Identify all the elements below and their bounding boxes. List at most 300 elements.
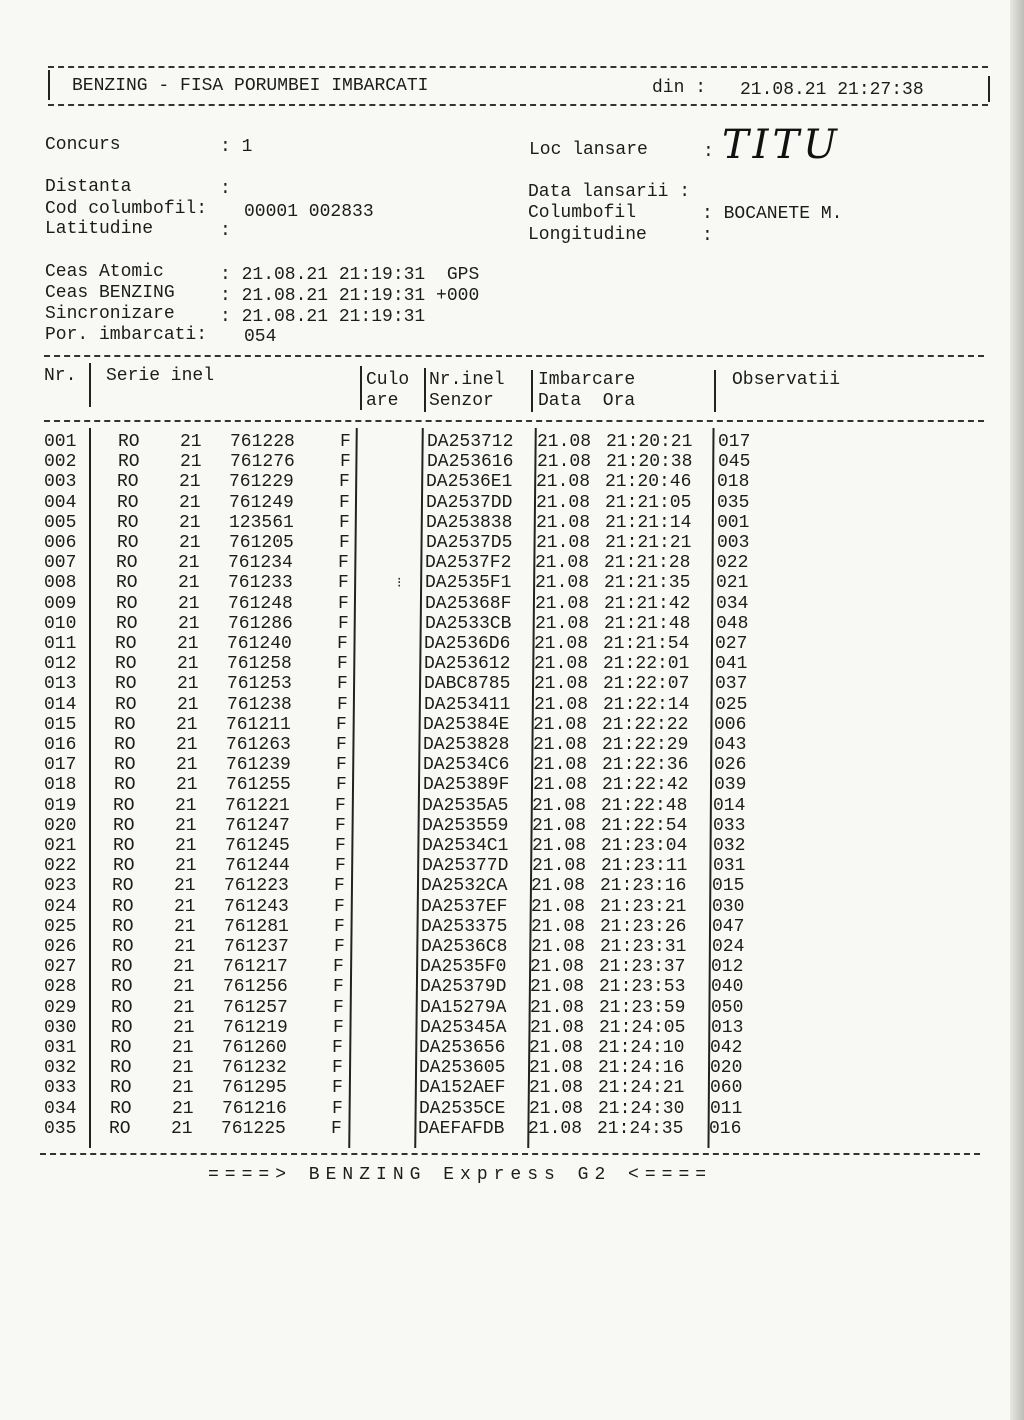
row-time: 21:20:46 (605, 472, 692, 493)
row-sensor: DA2536D6 (424, 634, 511, 654)
row-sensor: DA25368F (425, 593, 512, 614)
table-row (0, 1099, 1000, 1119)
row-time: 21:22:29 (602, 735, 689, 755)
row-country: RO (111, 957, 133, 978)
columbofil-label: Columbofil (528, 203, 637, 223)
row-date: 21.08 (534, 694, 589, 715)
row-sensor: DA2537EF (421, 896, 508, 917)
row-country: RO (113, 815, 135, 836)
concurs-label: Concurs (45, 135, 121, 155)
row-ring-number: 761238 (227, 694, 292, 715)
row-observation: 041 (715, 654, 748, 675)
row-time: 21:21:48 (604, 613, 691, 634)
table-row (0, 674, 1000, 694)
row-country: RO (113, 795, 135, 816)
row-time: 21:21:54 (603, 634, 690, 654)
row-sensor: DA253838 (426, 512, 513, 533)
row-country: RO (112, 916, 134, 937)
row-nr: 019 (44, 795, 77, 816)
row-date: 21.08 (536, 512, 591, 533)
row-country: RO (114, 714, 136, 735)
row-sex: F (336, 775, 347, 796)
row-sex: F (334, 937, 345, 957)
row-year: 21 (180, 452, 202, 473)
row-sex: F (337, 694, 348, 715)
row-country: RO (111, 977, 133, 998)
table-header-top-rule (44, 355, 984, 357)
row-time: 21:24:35 (597, 1118, 684, 1139)
row-sex: F (334, 896, 345, 917)
row-ring-number: 761205 (229, 533, 294, 553)
table-row (0, 533, 1000, 553)
row-observation: 012 (711, 957, 744, 978)
row-sex: F (332, 1078, 343, 1099)
row-observation: 011 (710, 1098, 743, 1119)
row-time: 21:23:53 (599, 977, 686, 998)
row-observation: 031 (713, 856, 746, 877)
ceas-benzing-value: : 21.08.21 21:19:31 +000 (220, 286, 480, 306)
row-year: 21 (172, 1038, 194, 1058)
row-observation: 035 (717, 492, 750, 513)
row-observation: 033 (713, 815, 746, 836)
row-sex: F (336, 735, 347, 755)
row-nr: 011 (44, 634, 77, 654)
row-date: 21.08 (530, 957, 585, 978)
row-sensor: DA253828 (423, 735, 510, 755)
row-nr: 006 (44, 533, 77, 553)
table-row (0, 493, 1000, 513)
row-sensor: DA253712 (427, 432, 514, 452)
row-time: 21:22:07 (603, 674, 690, 695)
row-observation: 017 (718, 432, 751, 452)
col-divider-senzor (531, 370, 533, 412)
loc-lansare-handwritten: TITU (722, 122, 841, 168)
row-ring-number: 761223 (224, 876, 289, 897)
row-year: 21 (179, 512, 201, 533)
row-nr: 034 (44, 1098, 77, 1119)
row-nr: 001 (44, 432, 77, 452)
row-country: RO (113, 836, 135, 856)
table-row (0, 1038, 1000, 1058)
row-observation: 039 (714, 775, 747, 796)
row-date: 21.08 (537, 432, 592, 452)
row-observation: 047 (712, 916, 745, 937)
row-nr: 003 (44, 472, 77, 493)
row-date: 21.08 (535, 553, 590, 574)
sincronizare-label: Sincronizare (45, 304, 175, 324)
row-time: 21:21:28 (604, 553, 691, 574)
table-row (0, 1119, 1000, 1139)
row-sex: F (332, 1058, 343, 1079)
row-ring-number: 761243 (224, 896, 289, 917)
row-time: 21:21:21 (605, 533, 692, 553)
table-row (0, 735, 1000, 755)
table-row (0, 654, 1000, 674)
row-observation: 015 (712, 876, 745, 897)
row-date: 21.08 (536, 533, 591, 553)
row-year: 21 (178, 593, 200, 614)
row-year: 21 (176, 775, 198, 796)
row-country: RO (115, 654, 137, 675)
row-time: 21:21:35 (604, 573, 691, 594)
columbofil-value: : BOCANETE M. (702, 204, 843, 224)
row-observation: 045 (718, 452, 751, 473)
row-year: 21 (176, 755, 198, 776)
row-date: 21.08 (529, 1038, 584, 1058)
row-sex: F (340, 432, 351, 452)
table-row (0, 1018, 1000, 1038)
table-row (0, 432, 1000, 452)
row-date: 21.08 (535, 573, 590, 594)
row-ring-number: 761233 (228, 573, 293, 594)
row-sensor: DA2535CE (419, 1098, 506, 1119)
row-observation: 042 (710, 1038, 743, 1058)
row-nr: 008 (44, 573, 77, 594)
row-nr: 029 (44, 997, 77, 1018)
table-row (0, 816, 1000, 836)
distanta-label: Distanta (45, 177, 132, 197)
row-date: 21.08 (533, 775, 588, 796)
row-year: 21 (179, 533, 201, 553)
row-time: 21:22:22 (602, 714, 689, 735)
row-year: 21 (171, 1118, 193, 1139)
row-year: 21 (172, 1058, 194, 1079)
row-observation: 018 (717, 472, 750, 493)
row-country: RO (114, 735, 136, 755)
row-country: RO (116, 553, 138, 574)
row-date: 21.08 (536, 472, 591, 493)
row-date: 21.08 (532, 856, 587, 877)
row-observation: 020 (710, 1058, 743, 1079)
row-country: RO (117, 472, 139, 493)
row-time: 21:22:01 (603, 654, 690, 675)
row-sensor: DA2535F1 (425, 573, 512, 594)
row-nr: 015 (44, 714, 77, 735)
col-header-observatii: Observatii (732, 370, 841, 390)
row-observation: 013 (711, 1017, 744, 1038)
row-nr: 020 (44, 815, 77, 836)
row-sensor: DA253656 (419, 1038, 506, 1058)
row-ring-number: 761253 (227, 674, 292, 695)
row-sensor: DA253559 (422, 815, 509, 836)
row-date: 21.08 (536, 492, 591, 513)
row-sensor: DAEFAFDB (418, 1118, 505, 1139)
longitudine-value: : (702, 226, 713, 246)
row-sensor: DA2536E1 (426, 472, 513, 493)
col-header-nr-inel-1: Nr.inel (429, 370, 505, 390)
row-nr: 021 (44, 836, 77, 856)
row-nr: 030 (44, 1017, 77, 1038)
table-row (0, 755, 1000, 775)
row-observation: 043 (714, 735, 747, 755)
row-year: 21 (177, 634, 199, 654)
row-sex: F (335, 795, 346, 816)
row-date: 21.08 (531, 937, 586, 957)
row-time: 21:22:14 (603, 694, 690, 715)
table-row (0, 614, 1000, 634)
row-country: RO (111, 1017, 133, 1038)
row-observation: 016 (709, 1118, 742, 1139)
row-time: 21:22:54 (601, 815, 688, 836)
latitudine-value: : (220, 221, 231, 241)
row-date: 21.08 (535, 593, 590, 614)
row-ring-number: 761234 (228, 553, 293, 574)
row-sensor: DA152AEF (419, 1078, 506, 1099)
col-header-imbarcare-1: Imbarcare (538, 370, 636, 390)
row-country: RO (118, 432, 140, 452)
row-observation: 040 (711, 977, 744, 998)
row-time: 21:23:16 (600, 876, 687, 897)
row-sex: F (332, 1098, 343, 1119)
row-time: 21:24:16 (598, 1058, 685, 1079)
table-row (0, 452, 1000, 472)
row-ring-number: 761258 (227, 654, 292, 675)
row-nr: 026 (44, 937, 77, 957)
row-nr: 010 (44, 613, 77, 634)
row-ring-number: 761229 (229, 472, 294, 493)
row-nr: 005 (44, 512, 77, 533)
col-divider-culoare (424, 368, 426, 412)
row-sex: F (337, 634, 348, 654)
row-observation: 003 (717, 533, 750, 553)
row-ring-number: 123561 (229, 512, 294, 533)
row-nr: 002 (44, 452, 77, 473)
row-observation: 037 (715, 674, 748, 695)
header-bottom-rule (48, 104, 988, 106)
row-observation: 026 (714, 755, 747, 776)
row-sex: F (335, 856, 346, 877)
row-year: 21 (178, 613, 200, 634)
paper-edge-shadow (1010, 0, 1024, 1420)
row-sex: F (336, 755, 347, 776)
row-time: 21:20:21 (606, 432, 693, 452)
row-time: 21:22:48 (601, 795, 688, 816)
table-row (0, 594, 1000, 614)
row-year: 21 (174, 896, 196, 917)
row-date: 21.08 (532, 836, 587, 856)
table-row (0, 836, 1000, 856)
row-ring-number: 761249 (229, 492, 294, 513)
row-time: 21:24:21 (598, 1078, 685, 1099)
row-ring-number: 761255 (226, 775, 291, 796)
row-time: 21:20:38 (606, 452, 693, 473)
sincronizare-value: : 21.08.21 21:19:31 (220, 307, 426, 327)
row-sex: F (331, 1118, 342, 1139)
col-divider-nr (89, 363, 91, 407)
row-observation: 034 (716, 593, 749, 614)
header-right-border (988, 76, 990, 102)
row-time: 21:21:42 (604, 593, 691, 614)
row-nr: 028 (44, 977, 77, 998)
row-ring-number: 761281 (224, 916, 289, 937)
row-sex: F (339, 492, 350, 513)
row-country: RO (117, 533, 139, 553)
table-row (0, 917, 1000, 937)
row-ring-number: 761232 (222, 1058, 287, 1079)
document-title: BENZING - FISA PORUMBEI IMBARCATI (72, 76, 429, 96)
row-nr: 009 (44, 593, 77, 614)
row-country: RO (116, 613, 138, 634)
table-row (0, 796, 1000, 816)
row-country: RO (110, 1078, 132, 1099)
row-year: 21 (178, 553, 200, 574)
row-year: 21 (177, 654, 199, 675)
row-nr: 023 (44, 876, 77, 897)
loc-lansare-label: Loc lansare (529, 140, 648, 160)
row-sex: F (339, 472, 350, 493)
row-date: 21.08 (531, 896, 586, 917)
table-row (0, 573, 1000, 593)
row-ring-number: 761245 (225, 836, 290, 856)
col-divider-imbarcare (714, 370, 716, 412)
row-country: RO (110, 1098, 132, 1119)
row-observation: 014 (713, 795, 746, 816)
row-country: RO (111, 997, 133, 1018)
row-ring-number: 761257 (223, 997, 288, 1018)
row-nr: 031 (44, 1038, 77, 1058)
row-nr: 004 (44, 492, 77, 513)
col-header-serie-inel: Serie inel (106, 366, 215, 386)
cod-columbofil-label: Cod columbofil: (45, 199, 208, 219)
table-row (0, 998, 1000, 1018)
row-date: 21.08 (537, 452, 592, 473)
porumbei-imbarcati-value: 054 (244, 327, 277, 347)
col-header-nr-inel-2: Senzor (429, 391, 494, 411)
table-row (0, 937, 1000, 957)
row-country: RO (110, 1038, 132, 1058)
row-year: 21 (173, 1017, 195, 1038)
row-ring-number: 761217 (223, 957, 288, 978)
table-row (0, 715, 1000, 735)
table-row (0, 957, 1000, 977)
row-nr: 007 (44, 553, 77, 574)
row-sensor: DA253375 (421, 916, 508, 937)
row-sensor: DA2537F2 (425, 553, 512, 574)
row-sex: F (339, 533, 350, 553)
row-date: 21.08 (532, 815, 587, 836)
row-ring-number: 761237 (224, 937, 289, 957)
row-sex: F (335, 836, 346, 856)
row-observation: 001 (717, 512, 750, 533)
row-sensor: DA25377D (422, 856, 509, 877)
row-sex: F (338, 553, 349, 574)
row-nr: 013 (44, 674, 77, 695)
row-year: 21 (176, 735, 198, 755)
row-sex: F (334, 876, 345, 897)
data-lansarii-label: Data lansarii : (528, 182, 691, 202)
row-nr: 022 (44, 856, 77, 877)
row-nr: 025 (44, 916, 77, 937)
col-header-imbarcare-2: Data Ora (538, 391, 636, 411)
row-nr: 018 (44, 775, 77, 796)
row-sex: F (337, 674, 348, 695)
footer-banner: ====> BENZING Express G2 <==== (208, 1165, 713, 1185)
row-time: 21:23:11 (601, 856, 688, 877)
print-date-value: 21.08.21 21:27:38 (740, 80, 924, 100)
row-country: RO (117, 512, 139, 533)
row-country: RO (115, 674, 137, 695)
table-row (0, 513, 1000, 533)
row-country: RO (116, 573, 138, 594)
row-year: 21 (172, 1078, 194, 1099)
row-year: 21 (175, 836, 197, 856)
row-sensor: DA253605 (419, 1058, 506, 1079)
row-sensor: DA15279A (420, 997, 507, 1018)
row-ring-number: 761239 (226, 755, 291, 776)
row-ring-number: 761247 (225, 815, 290, 836)
row-nr: 016 (44, 735, 77, 755)
row-sensor: DA253612 (424, 654, 511, 675)
row-observation: 030 (712, 896, 745, 917)
row-ring-number: 761295 (222, 1078, 287, 1099)
row-year: 21 (179, 492, 201, 513)
row-country: RO (112, 896, 134, 917)
row-observation: 021 (716, 573, 749, 594)
row-sensor: DA25345A (420, 1017, 507, 1038)
cod-columbofil-value: 00001 002833 (244, 202, 374, 222)
col-header-culoare-2: are (366, 391, 399, 411)
col-header-culoare-1: Culo (366, 370, 410, 390)
row-sensor: DABC8785 (424, 674, 511, 695)
row-year: 21 (174, 937, 196, 957)
row-country: RO (112, 937, 134, 957)
table-row (0, 897, 1000, 917)
row-time: 21:23:21 (600, 896, 687, 917)
row-year: 21 (177, 674, 199, 695)
row-sensor: DA2535A5 (422, 795, 509, 816)
row-date: 21.08 (529, 1078, 584, 1099)
row-year: 21 (173, 957, 195, 978)
row-nr: 012 (44, 654, 77, 675)
row-ring-number: 761248 (228, 593, 293, 614)
row-time: 21:23:59 (599, 997, 686, 1018)
row-year: 21 (174, 876, 196, 897)
row-sensor: DA253616 (427, 452, 514, 473)
row-observation: 022 (716, 553, 749, 574)
ink-mark: ⁝ (397, 576, 402, 592)
row-sex: F (333, 997, 344, 1018)
row-year: 21 (175, 856, 197, 877)
row-year: 21 (172, 1098, 194, 1119)
row-observation: 050 (711, 997, 744, 1018)
table-row (0, 856, 1000, 876)
row-sensor: DA2537DD (426, 492, 513, 513)
row-year: 21 (175, 815, 197, 836)
row-time: 21:23:04 (601, 836, 688, 856)
row-sex: F (340, 452, 351, 473)
row-sex: F (335, 815, 346, 836)
row-time: 21:22:36 (602, 755, 689, 776)
row-date: 21.08 (532, 795, 587, 816)
row-nr: 014 (44, 694, 77, 715)
row-date: 21.08 (533, 714, 588, 735)
row-ring-number: 761256 (223, 977, 288, 998)
row-date: 21.08 (534, 634, 589, 654)
row-nr: 035 (44, 1118, 77, 1139)
row-country: RO (110, 1058, 132, 1079)
row-date: 21.08 (529, 1058, 584, 1079)
row-country: RO (114, 775, 136, 796)
row-time: 21:21:14 (605, 512, 692, 533)
row-country: RO (113, 856, 135, 877)
header-left-border (48, 70, 50, 100)
row-time: 21:23:31 (600, 937, 687, 957)
row-observation: 048 (716, 613, 749, 634)
table-row (0, 1078, 1000, 1098)
table-header-bottom-rule (44, 420, 984, 422)
row-sensor: DA2534C6 (423, 755, 510, 776)
row-country: RO (112, 876, 134, 897)
